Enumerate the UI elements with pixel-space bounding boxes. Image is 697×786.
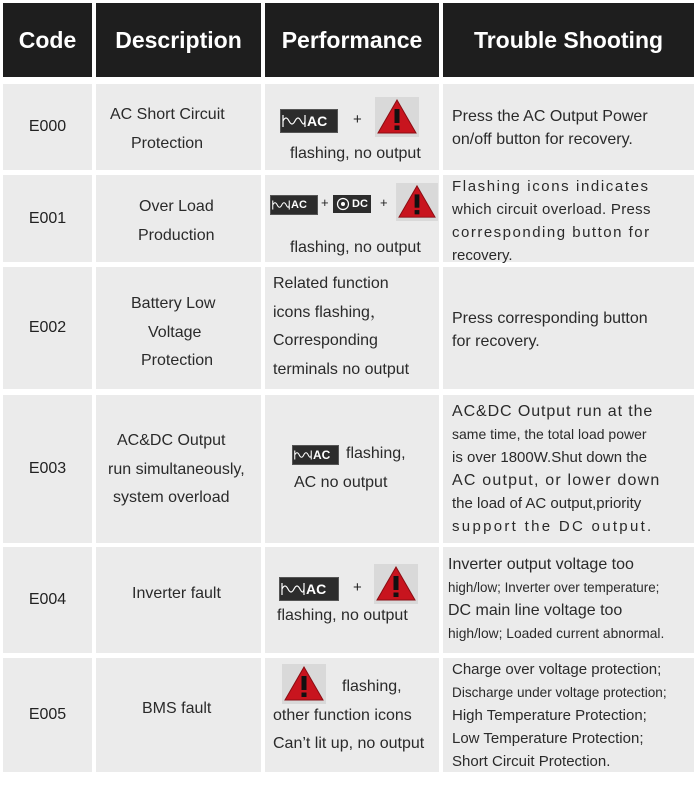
desc-cell-e000 <box>96 84 261 170</box>
trouble-line: high/low; Loaded current abnormal. <box>448 626 665 641</box>
desc-line: Battery Low <box>131 295 216 312</box>
perf-cell-e003 <box>265 395 439 543</box>
desc-cell-e002 <box>96 267 261 389</box>
desc-line: Voltage <box>148 324 202 341</box>
trouble-line: same time, the total load power <box>452 426 647 442</box>
ac-icon-label: AC <box>307 113 328 129</box>
trouble-line: Charge over voltage protection; <box>452 661 662 678</box>
desc-cell-e004 <box>96 547 261 653</box>
perf-line: flashing, no output <box>290 145 421 162</box>
perf-line: Corresponding <box>273 332 378 349</box>
trouble-line: AC output, or lower down <box>452 472 661 489</box>
desc-line: run simultaneously, <box>108 461 245 478</box>
ac-wave-icon <box>271 199 291 211</box>
trouble-line: high/low; Inverter over temperature; <box>448 580 660 595</box>
desc-cell-e003 <box>96 395 261 543</box>
plus-sign: + <box>321 195 329 210</box>
desc-line: system overload <box>113 489 230 506</box>
trouble-line: Press corresponding button <box>452 310 648 327</box>
ac-wave-icon <box>293 449 313 461</box>
trouble-line: Flashing icons indicates <box>452 178 650 195</box>
header-trouble-shooting: Trouble Shooting <box>443 3 694 77</box>
ac-output-icon <box>279 577 339 601</box>
perf-cell-e002 <box>265 267 439 389</box>
code-cell-e004: E004 <box>3 547 92 653</box>
trouble-cell-e005 <box>443 658 694 772</box>
ac-output-icon <box>292 445 339 465</box>
desc-line: Protection <box>131 135 204 152</box>
desc-line: Over Load <box>139 198 214 215</box>
trouble-line: which circuit overload. Press <box>452 201 651 218</box>
trouble-line: Discharge under voltage protection; <box>452 685 667 700</box>
perf-cell-e004 <box>265 547 439 653</box>
trouble-line: Inverter output voltage too <box>448 556 634 573</box>
trouble-cell-e004 <box>443 547 694 653</box>
perf-line: other function icons <box>273 707 412 724</box>
code-cell-e001: E001 <box>3 175 92 262</box>
trouble-cell-e001 <box>443 175 694 262</box>
perf-line: flashing, no output <box>277 607 408 624</box>
warning-triangle-icon <box>282 664 326 704</box>
dc-icon-label: DC <box>352 198 368 210</box>
code-cell-e005: E005 <box>3 658 92 772</box>
warning-triangle-icon <box>396 183 438 221</box>
ac-icon-label: AC <box>313 448 331 462</box>
code-cell-e000: E000 <box>3 84 92 170</box>
desc-line: AC&DC Output <box>117 432 226 449</box>
trouble-line: AC&DC Output run at the <box>452 403 654 420</box>
perf-line: Related function <box>273 275 389 292</box>
plus-sign: + <box>380 195 388 210</box>
perf-cell-e001 <box>265 175 439 262</box>
trouble-line: High Temperature Protection; <box>452 707 647 724</box>
perf-line: Can’t lit up, no output <box>273 735 425 752</box>
header-performance: Performance <box>265 3 439 77</box>
perf-line: flashing, <box>342 678 402 695</box>
warning-triangle-icon <box>374 564 418 604</box>
trouble-cell-e003 <box>443 395 694 543</box>
perf-line: terminals no output <box>273 361 410 378</box>
header-description: Description <box>96 3 261 77</box>
desc-cell-e005 <box>96 658 261 772</box>
trouble-line: Press the AC Output Power <box>452 108 648 125</box>
desc-line: BMS fault <box>142 700 212 717</box>
trouble-line: corresponding button for <box>452 224 651 241</box>
trouble-cell-e000 <box>443 84 694 170</box>
trouble-cell-e002 <box>443 267 694 389</box>
warning-triangle-icon <box>375 97 419 137</box>
trouble-line: recovery. <box>452 247 513 264</box>
ac-icon-label: AC <box>306 581 327 597</box>
ac-output-icon <box>280 109 338 133</box>
ac-output-icon <box>270 195 318 215</box>
desc-cell-e001 <box>96 175 261 262</box>
header-code: Code <box>3 3 92 77</box>
ac-icon-label: AC <box>291 199 307 211</box>
code-cell-e002: E002 <box>3 267 92 389</box>
dc-circle-icon <box>336 197 350 211</box>
perf-line: flashing, <box>346 445 406 462</box>
perf-cell-e005 <box>265 658 439 772</box>
desc-line: Production <box>138 227 215 244</box>
trouble-line: DC main line voltage too <box>448 602 623 619</box>
dc-output-icon <box>333 195 371 213</box>
perf-line: icons flashing， <box>273 304 386 321</box>
trouble-line: for recovery. <box>452 333 540 350</box>
desc-line: Inverter fault <box>132 585 221 602</box>
perf-cell-e000 <box>265 84 439 170</box>
trouble-line: Low Temperature Protection; <box>452 730 644 747</box>
perf-line: flashing, no output <box>290 239 421 256</box>
code-cell-e003: E003 <box>3 395 92 543</box>
trouble-line: the load of AC output,priority <box>452 495 642 512</box>
desc-line: AC Short Circuit <box>110 106 225 123</box>
ac-wave-icon <box>280 581 306 597</box>
desc-line: Protection <box>141 352 214 369</box>
trouble-line: support the DC output. <box>452 518 654 535</box>
perf-line: AC no output <box>294 474 388 491</box>
plus-sign: + <box>353 579 362 596</box>
trouble-line: is over 1800W.Shut down the <box>452 449 648 466</box>
ac-wave-icon <box>281 113 307 129</box>
trouble-line: Short Circuit Protection. <box>452 753 611 770</box>
trouble-line: on/off button for recovery. <box>452 131 633 148</box>
plus-sign: + <box>353 111 362 128</box>
